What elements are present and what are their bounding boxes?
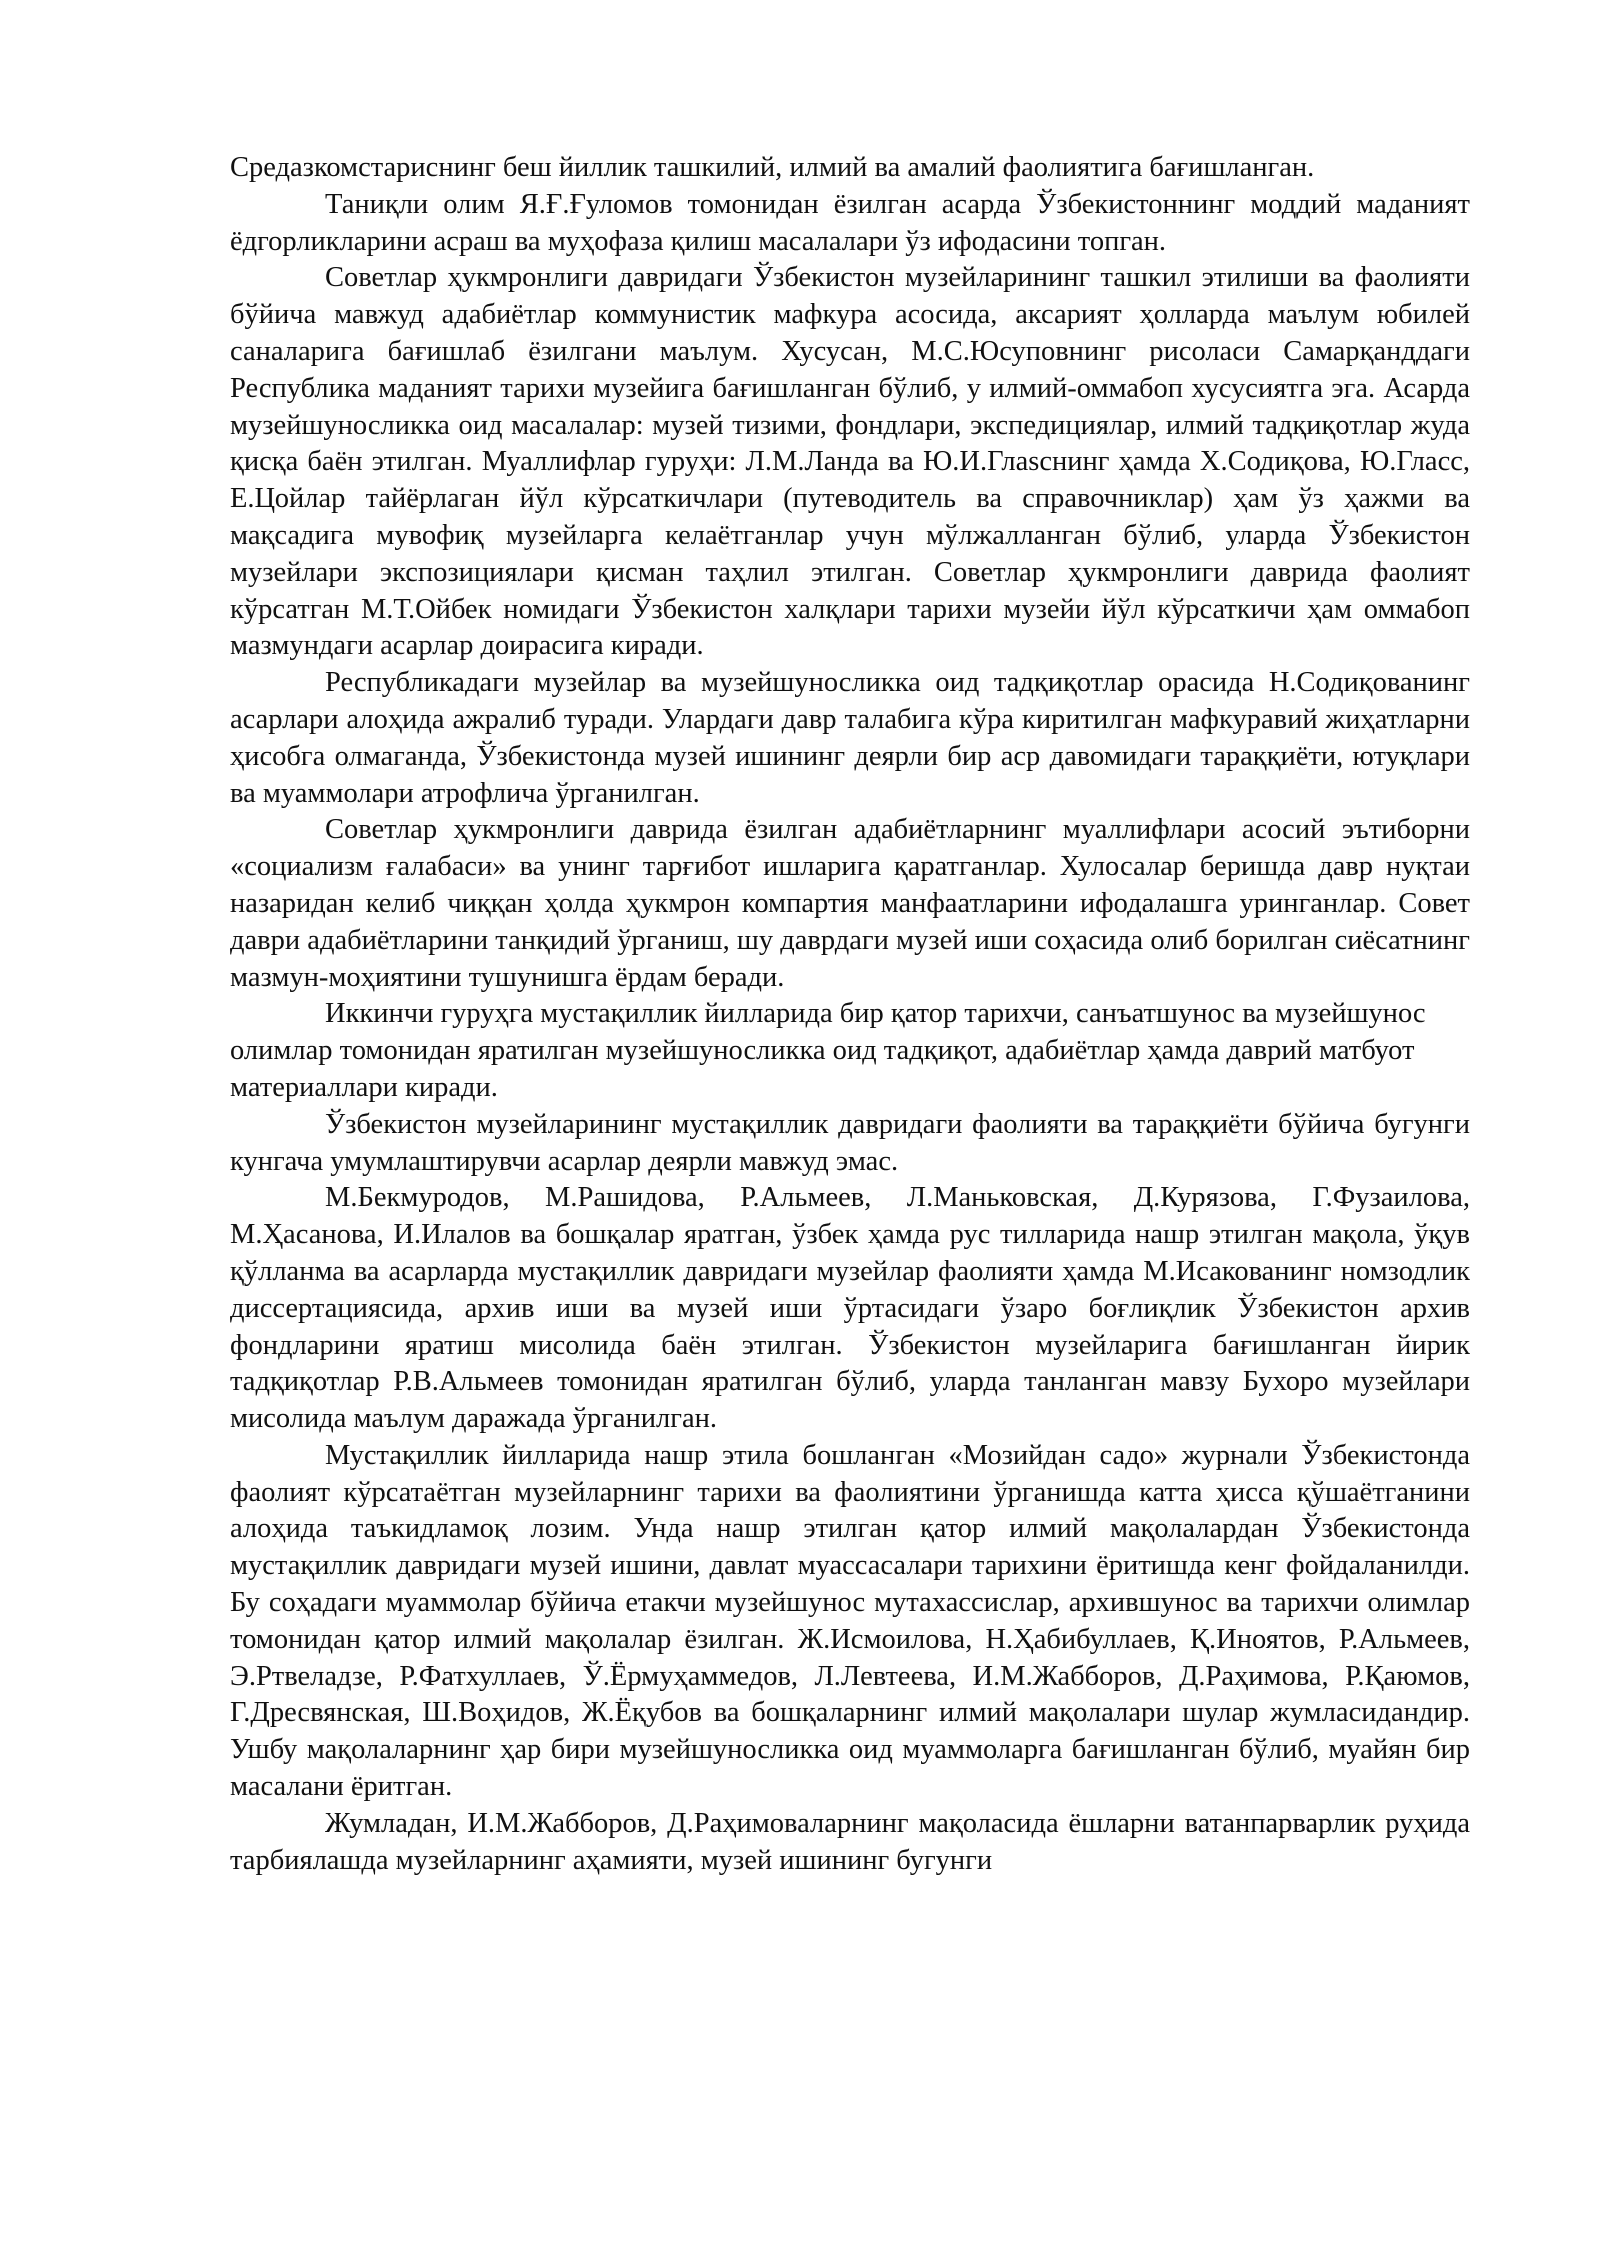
- paragraph-2: Таниқли олим Я.Ғ.Ғуломов томонидан ёзилган асарда Ўзбекистоннинг моддий маданият ёдгорликларини асраш ва муҳофаза қилиш масалалари ўз ифодасини топган.: [230, 188, 1470, 257]
- paragraph-8: М.Бекмуродов, М.Рашидова, Р.Альмеев, Л.Маньковская, Д.Курязова, Г.Фузаилова, М.Ҳасанова, И.Илалов ва бошқалар яратган, ўзбек ҳамда рус тилларида нашр этилган мақола, ўқув қўлланма ва асарларда мустақиллик давридаги музейлар фаолияти ҳамда М.Исакованинг номзодлик диссертациясида, архив иши ва музей иши ўртасидаги ўзаро боғлиқлик Ўзбекистон архив фондларини яратиш мисолида баён этилган. Ўзбекистон музейларига бағишланган йирик тадқиқотлар Р.В.Альмеев томонидан яратилган бўлиб, уларда танланган мавзу Бухоро музейлари мисолида маълум даражада ўрганилган.: [230, 1182, 1470, 1435]
- paragraph-10: Жумладан, И.М.Жабборов, Д.Раҳимоваларнинг мақоласида ёшларни ватанпарварлик руҳида тарбиялашда музейларнинг аҳамияти, музей ишининг бугунги: [230, 1807, 1470, 1876]
- paragraph-3: Советлар ҳукмронлиги давридаги Ўзбекистон музейларининг ташкил этилиши ва фаолияти бўйича мавжуд адабиётлар коммунистик мафкура асосида, аксарият ҳолларда маълум юбилей саналарига бағишлаб ёзилгани маълум. Хусусан, М.С.Юсуповнинг рисоласи Самарқанддаги Республика маданият тарихи музейига бағишланган бўлиб, у илмий-оммабоп хусусиятга эга. Асарда музейшуносликка оид масалалар: музей тизими, фондлари, экспедициялар, илмий тадқиқотлар жуда қисқа баён этилган. Муаллифлар гуруҳи: Л.М.Ланда ва Ю.И.Глasснинг ҳамда Х.Содиқова, Ю.Гласс, Е.Цойлар тайёрлаган йўл кўрсаткичлари (путеводитель ва справочниклар) ҳам ўз ҳажми ва мақсадига мувофиқ музейларга келаётганлар учун мўлжалланган бўлиб, уларда Ўзбекистон музейлари экспозициялари қисман таҳлил этилган. Советлар ҳукмронлиги даврида фаолият кўрсатган М.Т.Ойбек номидаги Ўзбекистон халқлари тарихи музейи йўл кўрсаткичи ҳам оммабоп мазмундаги асарлар доирасига киради.: [230, 262, 1470, 662]
- paragraph-4: Республикадаги музейлар ва музейшуносликка оид тадқиқотлар орасида Н.Содиқованинг асарлари алоҳида ажралиб туради. Улардаги давр талабига кўра киритилган мафкуравий жиҳатларни ҳисобга олмаганда, Ўзбекистонда музей ишининг деярли бир аср давомидаги тараққиёти, ютуқлари ва муаммолари атрофлича ўрганилган.: [230, 667, 1470, 809]
- paragraph-9: Мустақиллик йилларида нашр этила бошланган «Мозийдан садо» журнали Ўзбекистонда фаолият кўрсатаётган музейларнинг тарихи ва фаолиятини ўрганишда катта ҳисса қўшаётганини алоҳида таъкидламоқ лозим. Унда нашр этилган қатор илмий мақолалардан Ўзбекистонда мустақиллик давридаги музей ишини, давлат муассасалари тарихини ёритишда кенг фойдаланилди. Бу соҳадаги муаммолар бўйича етакчи музейшунос мутахассислар, архившунос ва тарихчи олимлар томонидан қатор илмий мақолалар ёзилган. Ж.Исмоилова, Н.Ҳабибуллаев, Қ.Иноятов, Р.Альмеев, Э.Ртвеладзе, Р.Фатхуллаев, Ў.Ёрмуҳаммедов, Л.Левтеева, И.М.Жабборов, Д.Раҳимова, Р.Қаюмов, Г.Дресвянская, Ш.Воҳидов, Ж.Ёқубов ва бошқаларнинг илмий мақолалари шулар жумласидандир. Ушбу мақолаларнинг ҳар бири музейшуносликка оид муаммоларга бағишланган бўлиб, муайян бир масалани ёритган.: [230, 1439, 1470, 1803]
- paragraph-6: Иккинчи гуруҳга мустақиллик йилларида бир қатор тарихчи, санъатшунос ва музейшунос олимлар томонидан яратилган музейшуносликка оид тадқиқот, адабиётлар ҳамда даврий матбуот материаллари киради.: [230, 998, 1426, 1103]
- paragraph-7: Ўзбекистон музейларининг мустақиллик давридаги фаолияти ва тараққиёти бўйича бугунги кунгача умумлаштирувчи асарлар деярли мавжуд эмас.: [230, 1108, 1470, 1177]
- paragraph-1: Средазкомстариснинг беш йиллик ташкилий, илмий ва амалий фаолиятига бағишланган.: [230, 152, 1315, 183]
- document-page: [230, 150, 1470, 1879]
- paragraph-5: Советлар ҳукмронлиги даврида ёзилган адабиётларнинг муаллифлари асосий эътиборни «социализм ғалабаси» ва унинг тарғибот ишларига қаратганлар. Хулосалар беришда давр нуқтаи назаридан келиб чиққан ҳолда ҳукмрон компартия манфаатларини ифодалашга уринганлар. Совет даври адабиётларини танқидий ўрганиш, шу даврдаги музей иши соҳасида олиб борилган сиёсатнинг мазмун-моҳиятини тушунишга ёрдам беради.: [230, 814, 1470, 993]
